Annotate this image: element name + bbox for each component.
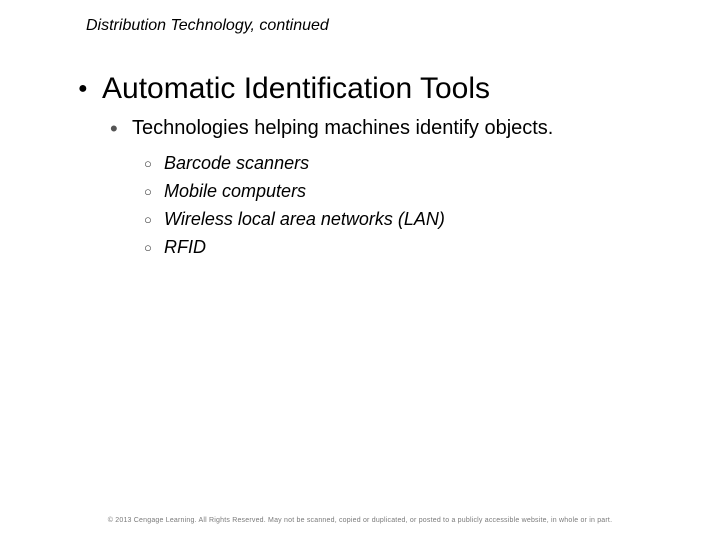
list-item (144, 177, 445, 205)
sub-bullet-point (110, 117, 553, 140)
hollow-circle-bullet-icon: ○ (144, 155, 152, 171)
main-bullet-text: Automatic Identification Tools (102, 72, 490, 105)
list-item (144, 149, 445, 177)
list-item-text: Wireless local area networks (LAN) (164, 208, 445, 229)
sub-bullet-text: Technologies helping machines identify objects. (132, 117, 554, 139)
copyright-footer: © 2013 Cengage Learning. All Rights Reserved. May not be scanned, copied or duplicated, or posted to a publicly accessible website, in whole or in part. (107, 517, 613, 524)
list-item (144, 233, 445, 261)
main-bullet-point (78, 72, 490, 106)
filled-circle-bullet-icon: ● (78, 80, 88, 97)
hollow-circle-bullet-icon: ○ (144, 183, 152, 199)
list-item (144, 205, 445, 233)
technology-list (144, 149, 445, 261)
slide-header-title: Distribution Technology, continued (86, 17, 329, 34)
hollow-circle-bullet-icon: ○ (144, 239, 152, 255)
list-item-text: Barcode scanners (164, 152, 310, 173)
dot-bullet-icon: • (110, 115, 118, 141)
list-item-text: Mobile computers (164, 180, 307, 201)
list-item-text: RFID (164, 236, 206, 257)
hollow-circle-bullet-icon: ○ (144, 211, 152, 227)
